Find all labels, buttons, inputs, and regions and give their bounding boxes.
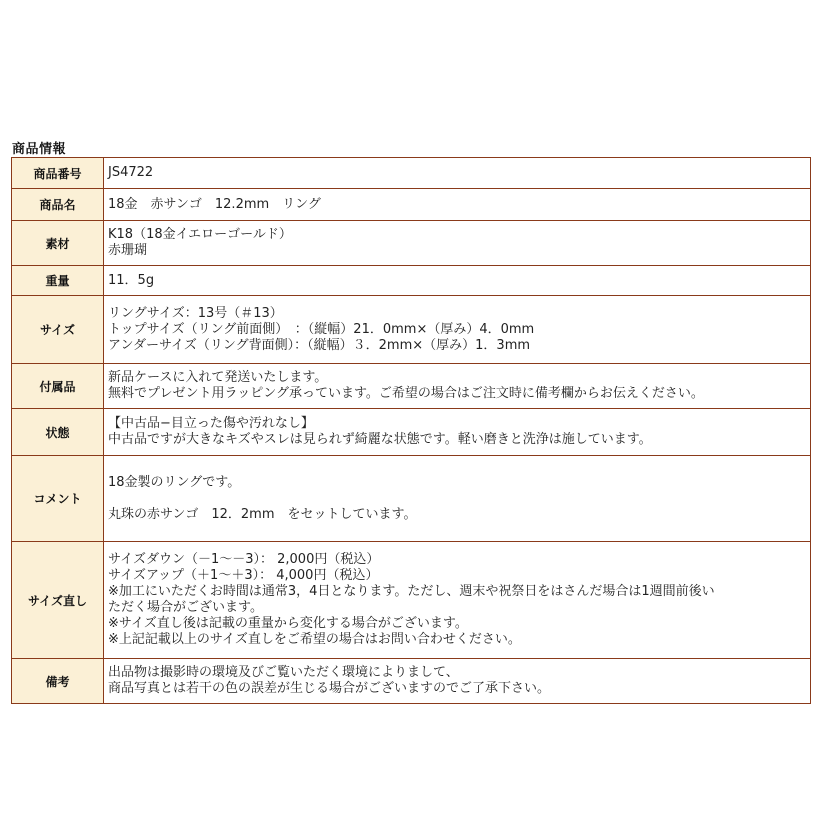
row-label-condition: 状態 [12,409,104,456]
value-line: 中古品ですが大きなキズやスレは見られず綺麗な状態です。軽い磨きと洗浄は施しています。 [108,432,652,447]
table-row [12,456,811,542]
row-value-product-name [104,189,811,221]
table-row [12,158,811,189]
value-line: アンダーサイズ（リング背面側）：（縦幅）３．2mm×（厚み）1．3mm [108,337,531,353]
table-row [12,266,811,296]
table-row [12,659,811,704]
value-line: リングサイズ：13号（＃13） [108,305,283,321]
value-line: 赤珊瑚 [108,243,148,258]
row-label-accessories: 付属品 [12,364,104,409]
value-line: 18金製のリングです。 [108,474,241,490]
value-line: 11．5g [108,272,155,288]
value-line: 18金 赤サンゴ 12.2mm リング [108,196,321,212]
value-line: 無料でプレゼント用ラッピング承っています。ご希望の場合はご注文時に備考欄からお伝えください。 [108,386,704,401]
table-row [12,542,811,659]
table-row [12,296,811,364]
blank-line [108,491,806,507]
value-line: サイズアップ（＋1〜＋3）： 4,000円（税込） [108,568,379,583]
table-row [12,189,811,221]
value-line: サイズダウン（－1〜－3）： 2,000円（税込） [108,552,380,567]
row-value-remarks [104,659,811,704]
row-label-weight: 重量 [12,266,104,296]
value-line: 出品物は撮影時の環境及びご覧いただく環境によりまして、 [108,665,459,680]
row-value-resizing [104,542,811,659]
row-label-comment: コメント [12,456,104,542]
row-value-accessories [104,364,811,409]
value-line: 丸珠の赤サンゴ 12．2mm をセットしています。 [108,506,417,522]
row-label-material: 素材 [12,221,104,266]
row-value-material [104,221,811,266]
row-label-remarks: 備考 [12,659,104,704]
value-line: トップサイズ（リング前面側） ：（縦幅）21．0mm×（厚み）4．0mm [108,321,535,337]
row-value-comment [104,456,811,542]
row-label-size: サイズ [12,296,104,364]
row-value-product-number [104,158,811,189]
section-title: 商品情報 [12,142,67,157]
row-value-condition [104,409,811,456]
value-line: ただく場合がございます。 [108,600,263,615]
value-line: 【中古品−目立った傷や汚れなし】 [108,416,314,431]
row-label-resizing: サイズ直し [12,542,104,659]
value-line: 新品ケースに入れて発送いたします。 [108,370,328,385]
table-row [12,364,811,409]
table-row [12,221,811,266]
row-value-weight [104,266,811,296]
value-line: ※加工にいただくお時間は通常3，4日となります。ただし、週末や祝祭日をはさんだ場合は1週間前後い [108,584,715,599]
value-line: ※サイズ直し後は記載の重量から変化する場合がございます。 [108,616,468,631]
value-line: JS4722 [108,165,154,180]
product-info-table [11,157,811,704]
table-row [12,409,811,456]
row-label-product-name: 商品名 [12,189,104,221]
value-line: 商品写真とは若干の色の誤差が生じる場合がございますのでご了承下さい。 [108,681,551,696]
row-value-size [104,296,811,364]
value-line: K18（18金イエローゴールド） [108,227,292,242]
row-label-product-number: 商品番号 [12,158,104,189]
value-line: ※上記記載以上のサイズ直しをご希望の場合はお問い合わせください。 [108,632,521,647]
